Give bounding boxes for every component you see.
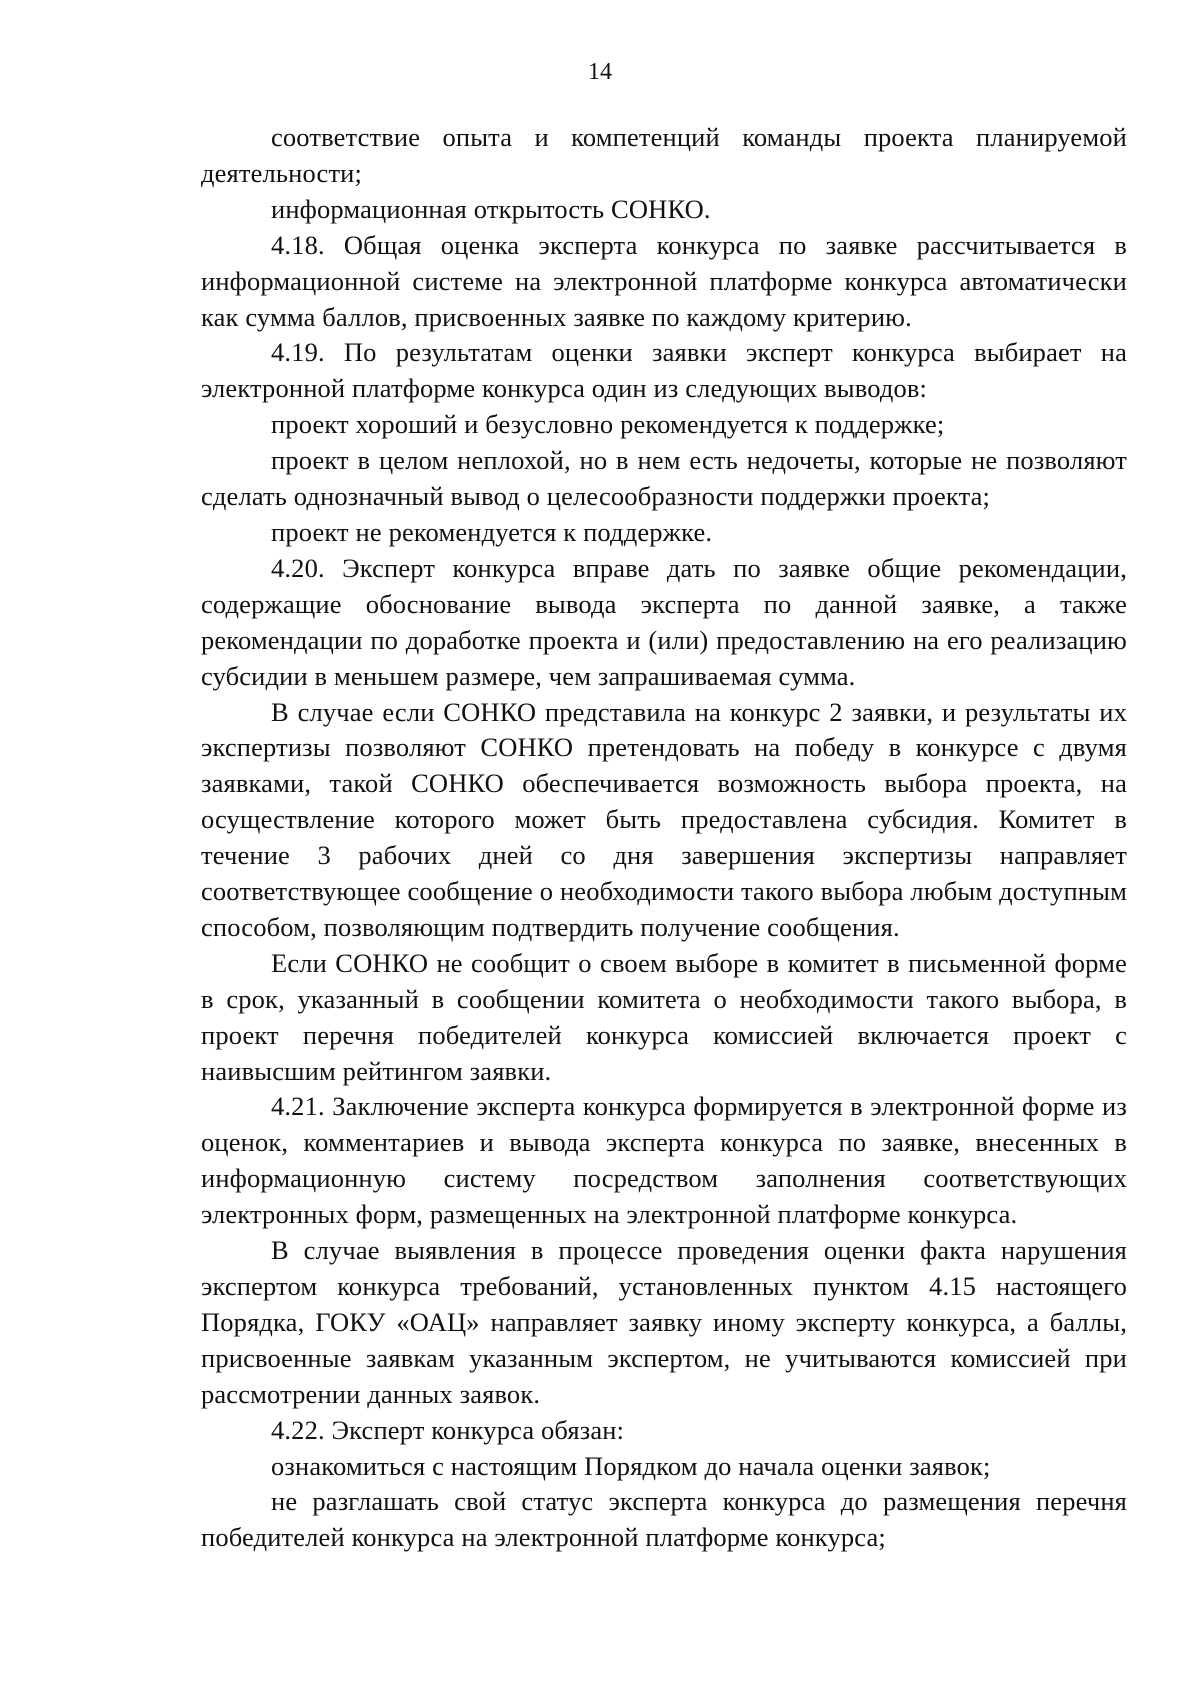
paragraph-violation-case: В случае выявления в процессе проведения оценки факта нарушения экспертом конкурса требований, установленных пунктом 4.15 настоящего Порядка, ГОКУ «ОАЦ» направляет заявку иному эксперту конкурса, а баллы, присвоенные заявкам указанным экспертом, не учитываются комиссией при рассмотрении данных заявок. xyxy=(201,1235,1127,1409)
paragraph-conclusion-recommended: проект хороший и безусловно рекомендуется к поддержке; xyxy=(271,409,945,440)
paragraph-4-18: 4.18. Общая оценка эксперта конкурса по заявке рассчитывается в информационной системе на электронной платформе конкурса автоматически как сумма баллов, присвоенных заявке по каждому критерию. xyxy=(201,229,1127,332)
paragraph-4-21: 4.21. Заключение эксперта конкурса формируется в электронной форме из оценок, комментариев и вывода эксперта конкурса по заявке, внесенных в информационную систему посредством заполнения соответствующих электронных форм, размещенных на электронной платформе конкурса. xyxy=(201,1091,1127,1230)
paragraph-conclusion-not-recommended: проект не рекомендуется к поддержке. xyxy=(271,516,713,547)
paragraph-4-20: 4.20. Эксперт конкурса вправе дать по заявке общие рекомендации, содержащие обоснование вывода эксперта по данной заявке, а также рекомендации по доработке проекта и (или) предоставлению на его реализацию субсидии в меньшем размере, чем запрашиваемая сумма. xyxy=(201,552,1127,691)
paragraph-4-19: 4.19. По результатам оценки заявки эксперт конкурса выбирает на электронной платформе конкурса один из следующих выводов: xyxy=(201,337,1127,404)
paragraph-two-applications: В случае если СОНКО представила на конкурс 2 заявки, и результаты их экспертизы позволяют СОНКО претендовать на победу в конкурсе с двумя заявками, такой СОНКО обеспечивается возможность выбора проекта, на осуществление которого может быть предоставлена субсидия. Комитет в течение 3 рабочих дней со дня завершения экспертизы направляет соответствующее сообщение о необходимости такого выбора любым доступным способом, позволяющим подтвердить получение сообщения. xyxy=(201,696,1127,942)
paragraph-criterion-openness: информационная открытость СОНКО. xyxy=(271,193,711,224)
page-number: 14 xyxy=(588,59,612,85)
paragraph-criterion-team-competence: соответствие опыта и компетенций команды проекта планируемой деятельности; xyxy=(201,122,1127,188)
paragraph-duty-read-procedure: ознакомиться с настоящим Порядком до начала оценки заявок; xyxy=(271,1450,991,1481)
paragraph-duty-confidentiality: не разглашать свой статус эксперта конкурса до размещения перечня победителей конкурса на электронной платформе конкурса; xyxy=(201,1486,1127,1553)
document-body xyxy=(201,120,1127,1556)
paragraph-no-choice-reported: Если СОНКО не сообщит о своем выборе в комитет в письменной форме в срок, указанный в сообщении комитета о необходимости такого выбора, в проект перечня победителей конкурса комиссией включается проект с наивысшим рейтингом заявки. xyxy=(201,947,1127,1086)
paragraph-conclusion-uncertain: проект в целом неплохой, но в нем есть недочеты, которые не позволяют сделать однозначный вывод о целесообразности поддержки проекта; xyxy=(201,445,1127,512)
paragraph-4-22: 4.22. Эксперт конкурса обязан: xyxy=(271,1414,625,1445)
